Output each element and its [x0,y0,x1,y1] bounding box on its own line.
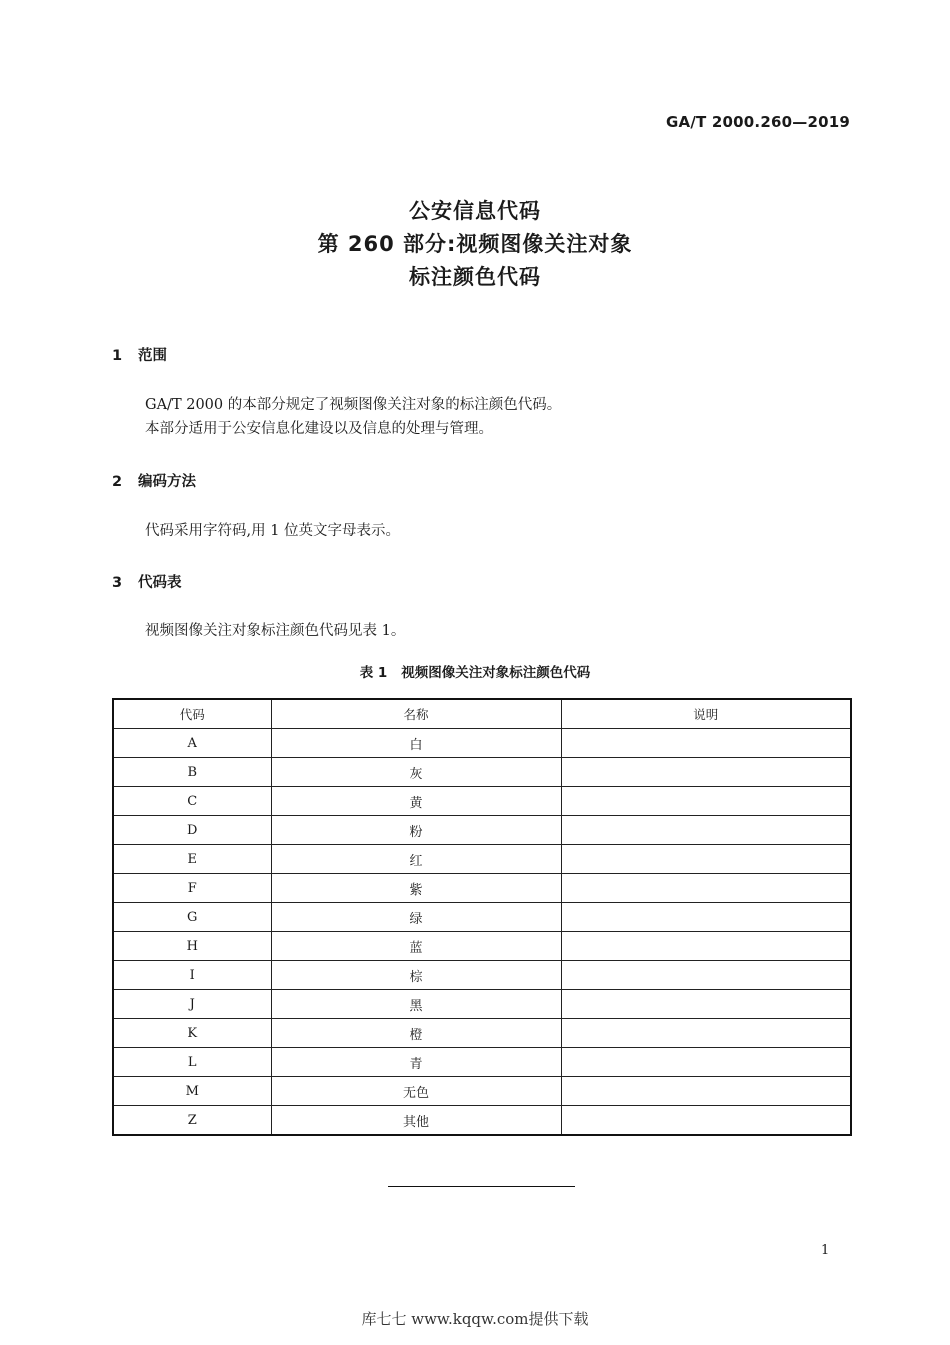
cell-code: A [113,729,271,758]
cell-description [561,1106,851,1136]
paragraph-line: GA/T 2000 的本部分规定了视频图像关注对象的标注颜色代码。 [145,397,562,413]
download-watermark: 库七七 www.kqqw.com提供下载 [361,1310,589,1328]
table-row [113,1048,851,1077]
cell-description [561,903,851,932]
cell-code: F [113,874,271,903]
cell-name: 橙 [271,1019,561,1048]
cell-name: 青 [271,1048,561,1077]
cell-description [561,1019,851,1048]
table-row [113,1077,851,1106]
paragraph-line: 本部分适用于公安信息化建设以及信息的处理与管理。 [145,421,493,437]
section-title: 范围 [138,348,167,364]
cell-code: C [113,787,271,816]
cell-name: 粉 [271,816,561,845]
paragraph-line: 代码采用字符码,用 1 位英文字母表示。 [145,523,401,539]
table-row [113,816,851,845]
cell-name: 灰 [271,758,561,787]
cell-description [561,990,851,1019]
cell-description [561,1077,851,1106]
cell-name: 黄 [271,787,561,816]
cell-code: D [113,816,271,845]
section-number: 1 [112,348,123,364]
cell-name: 紫 [271,874,561,903]
table-row [113,758,851,787]
title-line-2: 第 260 部分:视频图像关注对象 [317,232,633,256]
cell-name: 黑 [271,990,561,1019]
document-title [0,195,950,294]
cell-code: Z [113,1106,271,1136]
cell-description [561,932,851,961]
table-row [113,1106,851,1136]
table-row [113,903,851,932]
end-rule [388,1186,575,1187]
cell-code: I [113,961,271,990]
table-row [113,874,851,903]
title-line-1: 公安信息代码 [409,199,541,223]
cell-code: M [113,1077,271,1106]
section-title: 代码表 [138,575,182,591]
cell-name: 蓝 [271,932,561,961]
table-body [113,729,851,1136]
cell-description [561,845,851,874]
table-row [113,961,851,990]
page-number: 1 [821,1243,830,1258]
table-row [113,729,851,758]
table-row [113,1019,851,1048]
table-row [113,787,851,816]
cell-name: 红 [271,845,561,874]
code-table-paragraph [145,619,405,643]
cell-description [561,816,851,845]
cell-name: 白 [271,729,561,758]
cell-code: L [113,1048,271,1077]
section-number: 3 [112,575,123,591]
table-header-row [113,699,851,729]
cell-description [561,1048,851,1077]
header-name: 名称 [271,699,561,729]
color-code-table [112,698,852,1136]
scope-paragraph [145,393,561,441]
section-number: 2 [112,474,123,490]
section-heading-code-table [112,571,182,592]
header-code: 代码 [113,699,271,729]
cell-description [561,758,851,787]
table-caption [0,661,950,681]
standard-number: GA/T 2000.260—2019 [666,113,850,131]
cell-code: J [113,990,271,1019]
table-caption-label: 表 1 [359,665,388,681]
paragraph-line: 视频图像关注对象标注颜色代码见表 1。 [145,623,406,639]
cell-code: E [113,845,271,874]
cell-name: 绿 [271,903,561,932]
table-row [113,990,851,1019]
table-caption-title: 视频图像关注对象标注颜色代码 [401,665,591,681]
cell-name: 棕 [271,961,561,990]
coding-method-paragraph [145,519,400,543]
cell-description [561,874,851,903]
section-title: 编码方法 [138,474,196,490]
header-description: 说明 [561,699,851,729]
cell-name: 无色 [271,1077,561,1106]
cell-description [561,787,851,816]
cell-description [561,961,851,990]
table-row [113,932,851,961]
cell-name: 其他 [271,1106,561,1136]
cell-description [561,729,851,758]
cell-code: B [113,758,271,787]
title-line-3: 标注颜色代码 [409,265,541,289]
cell-code: G [113,903,271,932]
cell-code: H [113,932,271,961]
section-heading-coding-method [112,470,196,491]
cell-code: K [113,1019,271,1048]
table-row [113,845,851,874]
section-heading-scope [112,344,167,365]
